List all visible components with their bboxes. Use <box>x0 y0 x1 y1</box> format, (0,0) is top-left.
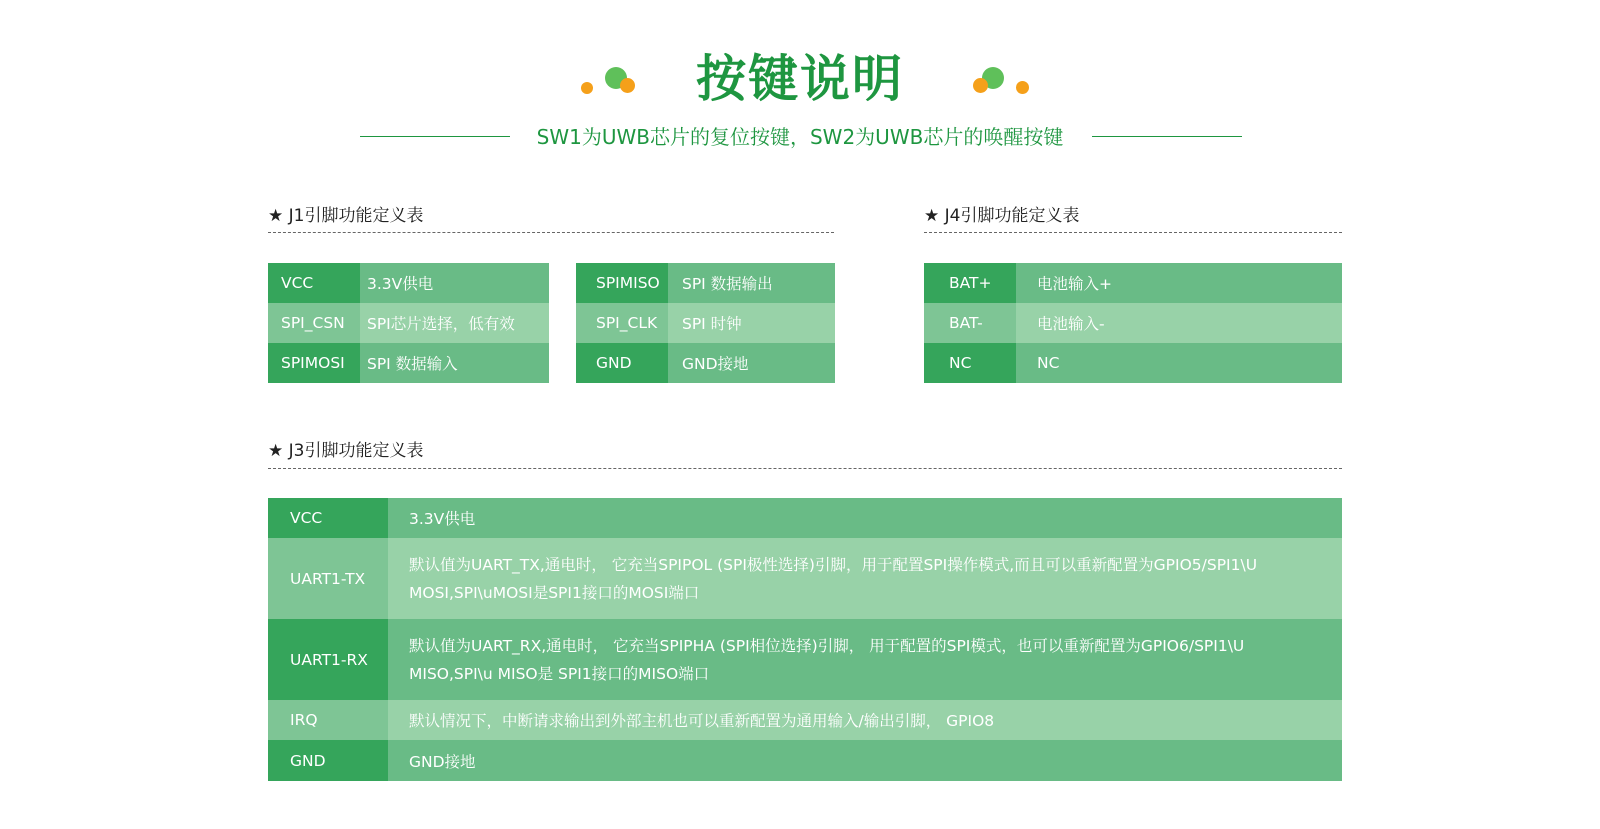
pin-name: GND <box>268 740 388 781</box>
pin-name: VCC <box>268 263 360 303</box>
pin-desc: NC <box>1016 343 1342 383</box>
table-row <box>268 263 549 303</box>
subtitle-area <box>0 122 1600 152</box>
pin-name: UART1-TX <box>268 538 388 619</box>
pin-name: NC <box>924 343 1016 383</box>
pin-name: IRQ <box>268 700 388 740</box>
table-row <box>268 700 1342 740</box>
j4-divider <box>924 232 1342 233</box>
pin-desc: 3.3V供电 <box>388 498 1342 538</box>
j1-table-left <box>268 263 549 383</box>
title-area <box>0 44 1600 114</box>
pin-name: SPIMOSI <box>268 343 360 383</box>
table-row <box>924 263 1342 303</box>
table-row <box>268 343 549 383</box>
pin-desc: 默认值为UART_TX,通电时， 它充当SPIPOL (SPI极性选择)引脚，用于配置SPI操作模式,而且可以重新配置为GPIO5/SPI1\U MOSI,SPI\uMOSI是SPI1接口的MOSI端口 <box>388 538 1342 619</box>
pin-name: SPI_CLK <box>576 303 668 343</box>
pin-desc: 默认值为UART_RX,通电时， 它充当SPIPHA (SPI相位选择)引脚， 用于配置的SPI模式，也可以重新配置为GPIO6/SPI1\U MISO,SPI\u MISO是 SPI1接口的MISO端口 <box>388 619 1342 700</box>
table-row <box>268 538 1342 619</box>
pin-name: BAT+ <box>924 263 1016 303</box>
j4-table <box>924 263 1342 383</box>
pin-desc: GND接地 <box>668 343 835 383</box>
pin-desc: 电池输入- <box>1016 303 1342 343</box>
pin-desc: SPI 时钟 <box>668 303 835 343</box>
pin-desc: 默认情况下，中断请求输出到外部主机也可以重新配置为通用输入/输出引脚， GPIO8 <box>388 700 1342 740</box>
pin-desc: 电池输入+ <box>1016 263 1342 303</box>
pin-desc: SPI芯片选择，低有效 <box>360 303 549 343</box>
j1-table-right <box>576 263 835 383</box>
table-row <box>576 343 835 383</box>
table-row <box>268 498 1342 538</box>
j4-heading: ★ J4引脚功能定义表 <box>924 206 1080 226</box>
pin-name: BAT- <box>924 303 1016 343</box>
pin-name: VCC <box>268 498 388 538</box>
table-row <box>576 303 835 343</box>
subtitle: SW1为UWB芯片的复位按键，SW2为UWB芯片的唤醒按键 <box>536 125 1064 149</box>
table-row <box>268 303 549 343</box>
table-row <box>924 303 1342 343</box>
table-row <box>268 619 1342 700</box>
pin-name: SPIMISO <box>576 263 668 303</box>
decor-dot-icon <box>973 78 988 93</box>
table-row <box>924 343 1342 383</box>
subtitle-divider-right <box>1092 136 1242 137</box>
j3-heading: ★ J3引脚功能定义表 <box>268 441 424 461</box>
pin-desc: SPI 数据输入 <box>360 343 549 383</box>
pin-name: GND <box>576 343 668 383</box>
decor-dot-icon <box>1016 81 1029 94</box>
j3-divider <box>268 468 1342 469</box>
j1-heading: ★ J1引脚功能定义表 <box>268 206 424 226</box>
pin-name: SPI_CSN <box>268 303 360 343</box>
pin-name: UART1-RX <box>268 619 388 700</box>
j1-divider <box>268 232 834 233</box>
pin-desc: GND接地 <box>388 740 1342 781</box>
pin-desc: 3.3V供电 <box>360 263 549 303</box>
table-row <box>268 740 1342 781</box>
j3-table <box>268 498 1342 781</box>
table-row <box>576 263 835 303</box>
page-title: 按键说明 <box>696 50 904 108</box>
pin-desc: SPI 数据输出 <box>668 263 835 303</box>
